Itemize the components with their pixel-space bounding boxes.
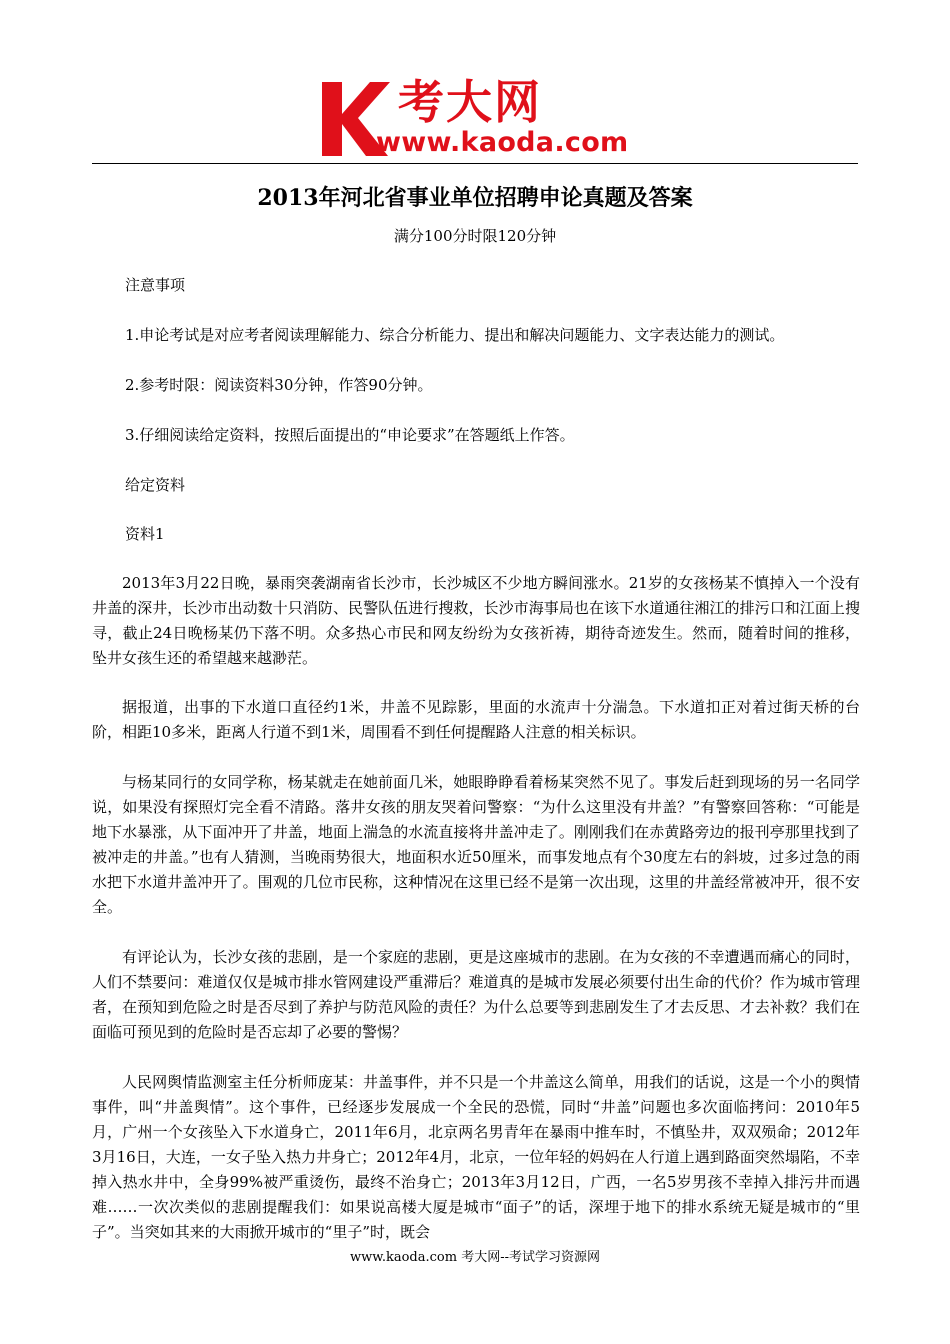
- material-paragraph: [92, 1070, 860, 1245]
- site-logo[interactable]: [318, 75, 648, 160]
- material-paragraph: [92, 571, 860, 671]
- page-footer: www.kaoda.com 考大网--考试学习资源网: [350, 1250, 600, 1265]
- materials-heading: 给定资料: [125, 476, 186, 494]
- notice-item: 1.申论考试是对应考者阅读理解能力、综合分析能力、提出和解决问题能力、文字表达能力的测试。: [125, 326, 785, 344]
- logo-url: www.kaoda.com: [376, 127, 629, 158]
- paragraph-text: 2013年3月22日晚，暴雨突袭湖南省长沙市，长沙城区不少地方瞬间涨水。21岁的女孩杨某不慎掉入一个没有井盖的深井，长沙市出动数十只消防、民警队伍进行搜救，长沙市海事局也在该下水道通往湘江的排污口和江面上搜寻，截止24日晚杨某仍下落不明。众多热心市民和网友纷纷为女孩祈祷，期待奇迹发生。然而，随着时间的推移，坠井女孩生还的希望越来越渺茫。: [92, 574, 860, 667]
- material-paragraph: [92, 695, 860, 745]
- document-title: 2013年河北省事业单位招聘申论真题及答案: [257, 185, 693, 211]
- logo-title: 考大网: [398, 75, 542, 129]
- material-paragraph: [92, 770, 860, 920]
- notice-heading: 注意事项: [125, 276, 186, 294]
- notice-item: 3.仔细阅读给定资料，按照后面提出的“申论要求”在答题纸上作答。: [125, 426, 575, 444]
- header-divider: [92, 163, 858, 164]
- document-subtitle: 满分100分时限120分钟: [393, 227, 557, 245]
- paragraph-text: 人民网舆情监测室主任分析师庞某：井盖事件，并不只是一个井盖这么简单，用我们的话说，这是一个小的舆情事件，叫“井盖舆情”。这个事件，已经逐步发展成一个全民的恐慌，同时“井盖”问题也多次面临拷问：2010年5月，广州一个女孩坠入下水道身亡，2011年6月，北京两名男青年在暴雨中推车时，不慎坠井，双双殒命；2012年3月16日，大连，一女子坠入热力井身亡；2012年4月，北京，一位年轻的妈妈在人行道上遇到路面突然塌陷，不幸掉入热水井中，全身99%被严重烫伤，最终不治身亡；2013年3月12日，广西，一名5岁男孩不幸掉入排污井而遇难……一次次类似的悲剧提醒我们：如果说高楼大厦是城市“面子”的话，深埋于地下的排水系统无疑是城市的“里子”。当突如其来的大雨掀开城市的“里子”时，既会: [92, 1073, 860, 1241]
- paragraph-text: 与杨某同行的女同学称，杨某就走在她前面几米，她眼睁睁看着杨某突然不见了。事发后赶到现场的另一名同学说，如果没有探照灯完全看不清路。落井女孩的朋友哭着问警察：“为什么这里没有井盖？”有警察回答称：“可能是地下水暴涨，从下面冲开了井盖，地面上湍急的水流直接将井盖冲走了。刚刚我们在赤黄路旁边的报刊亭那里找到了被冲走的井盖。”也有人猜测，当晚雨势很大，地面积水近50厘米，而事发地点有个30度左右的斜坡，过多过急的雨水把下水道井盖冲开了。围观的几位市民称，这种情况在这里已经不是第一次出现，这里的井盖经常被冲开，很不安全。: [92, 773, 860, 916]
- notice-item: 2.参考时限：阅读资料30分钟，作答90分钟。: [125, 376, 433, 394]
- material-paragraph: [92, 945, 860, 1045]
- material-1-heading: 资料1: [125, 525, 165, 543]
- paragraph-text: 有评论认为，长沙女孩的悲剧，是一个家庭的悲剧，更是这座城市的悲剧。在为女孩的不幸遭遇而痛心的同时，人们不禁要问：难道仅仅是城市排水管网建设严重滞后？难道真的是城市发展必须要付出生命的代价？作为城市管理者，在预知到危险之时是否尽到了养护与防范风险的责任？为什么总要等到悲剧发生了才去反思、才去补救？我们在面临可预见到的危险时是否忘却了必要的警惕？: [92, 948, 860, 1041]
- paragraph-text: 据报道，出事的下水道口直径约1米，井盖不见踪影，里面的水流声十分湍急。下水道扣正对着过街天桥的台阶，相距10多米，距离人行道不到1米，周围看不到任何提醒路人注意的相关标识。: [92, 698, 860, 741]
